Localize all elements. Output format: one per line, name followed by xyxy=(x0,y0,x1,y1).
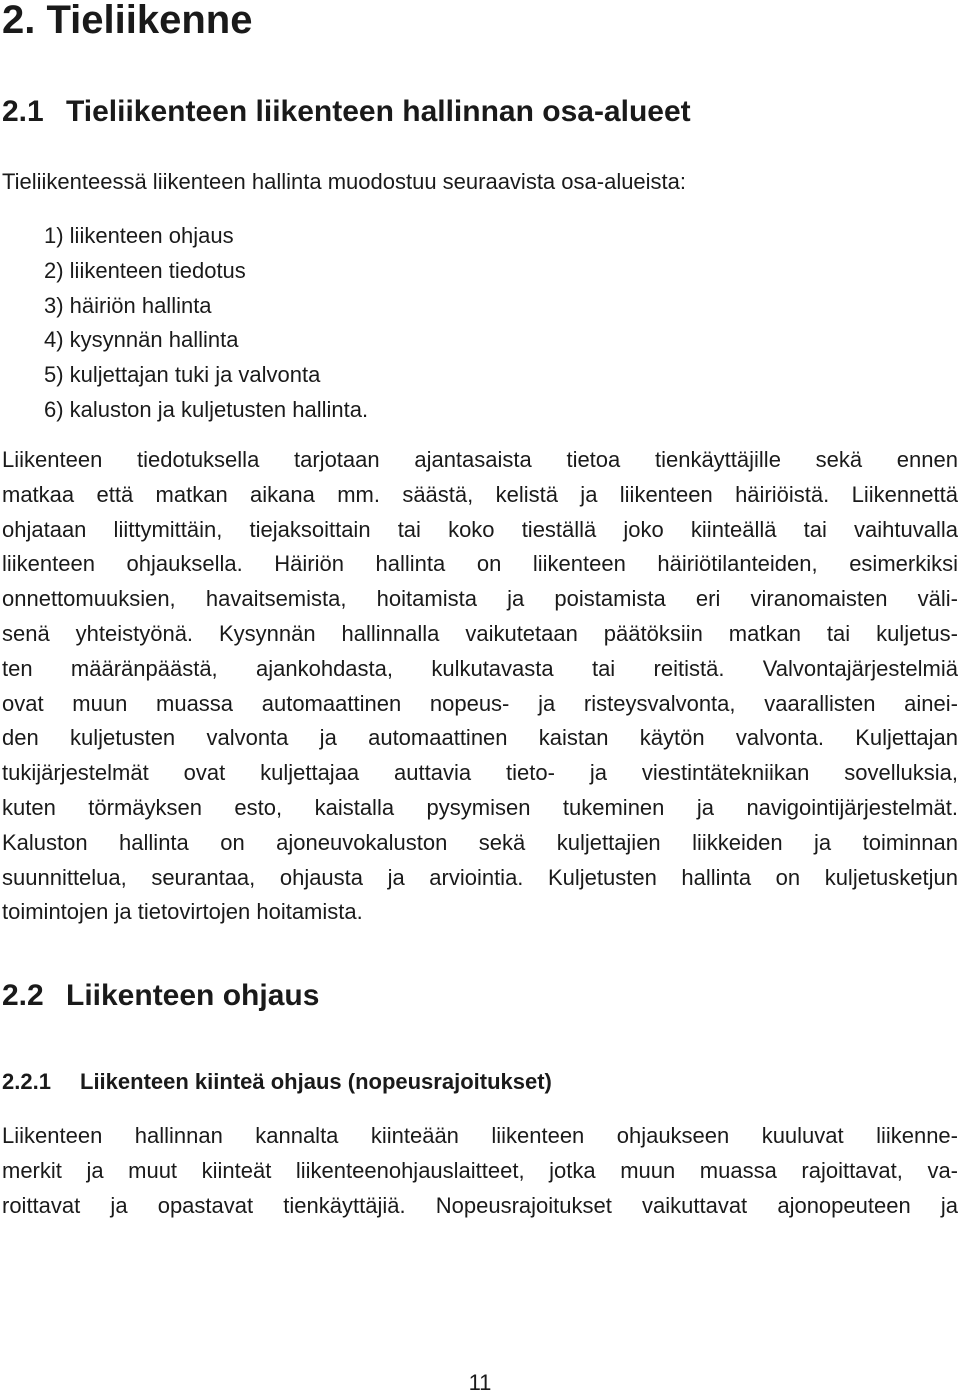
section-number: 2.1 xyxy=(2,95,44,128)
text-line: onnettomuuksien, havaitsemista, hoitamista ja poistamista eri viranomaisten väli- xyxy=(2,586,958,612)
page-number: 11 xyxy=(468,1370,492,1395)
text-line: tukijärjestelmät ovat kuljettajaa auttavia tieto- ja viestintätekniikan sovelluksia, xyxy=(2,760,958,786)
section-title: Liikenteen ohjaus xyxy=(66,979,320,1012)
text-line: senä yhteistyönä. Kysynnän hallinnalla vaikutetaan päätöksiin matkan tai kuljetus- xyxy=(2,620,958,646)
text-line: suunnittelua, seurantaa, ohjausta ja arviointia. Kuljetusten hallinta on kuljetusketjun xyxy=(2,864,958,890)
section-2-2-heading xyxy=(2,978,319,1014)
text-line: Liikenteen hallinnan kannalta kiinteään liikenteen ohjaukseen kuuluvat liikenne- xyxy=(2,1123,958,1148)
text-line: matkaa että matkan aikana mm. säästä, kelistä ja liikenteen häiriöistä. Liikennettä xyxy=(2,481,958,507)
text-line: den kuljetusten valvonta ja automaattinen kaistan käytön valvonta. Kuljettajan xyxy=(2,725,958,751)
list-item: 2) liikenteen tiedotus xyxy=(44,257,246,283)
text-line: ovat muun muassa automaattinen nopeus- ja risteysvalvonta, vaarallisten ainei- xyxy=(2,690,958,716)
section-title: Tieliikenteen liikenteen hallinnan osa-alueet xyxy=(66,95,691,128)
body-paragraph-2 xyxy=(2,1119,958,1223)
chapter-heading: 2. Tieliikenne xyxy=(2,0,253,42)
text-line: Kaluston hallinta on ajoneuvokaluston sekä kuljettajien liikkeiden ja toiminnan xyxy=(2,829,958,855)
section-title: Liikenteen kiinteä ohjaus (nopeusrajoitukset) xyxy=(80,1069,552,1094)
text-line: kuten törmäyksen esto, kaistalla pysymisen tukeminen ja navigointijärjestelmät. xyxy=(2,794,958,820)
text-line: merkit ja muut kiinteät liikenteenohjauslaitteet, jotka muun muassa rajoittavat, va- xyxy=(2,1157,958,1183)
section-number: 2.2.1 xyxy=(2,1069,51,1094)
list-item: 1) liikenteen ohjaus xyxy=(44,223,234,248)
list-item: 5) kuljettajan tuki ja valvonta xyxy=(44,362,321,388)
text-line: ohjataan liittymittäin, tiejaksoittain tai koko tieställä joko kiinteällä tai vaihtuvalla xyxy=(2,516,958,542)
body-paragraph-1 xyxy=(2,443,958,930)
list-item: 6) kaluston ja kuljetusten hallinta. xyxy=(44,396,369,422)
section-2-2-1-heading xyxy=(2,1068,552,1096)
text-line: roittavat ja opastavat tienkäyttäjiä. Nopeusrajoitukset vaikuttavat ajonopeuteen ja xyxy=(2,1192,958,1218)
text-line: ten määränpäästä, ajankohdasta, kulkutavasta tai reitistä. Valvontajärjestelmiä xyxy=(2,655,958,681)
list-item: 3) häiriön hallinta xyxy=(44,292,212,318)
section-number: 2.2 xyxy=(2,979,44,1012)
section-2-1-heading xyxy=(2,94,691,130)
text-line: toimintojen ja tietovirtojen hoitamista. xyxy=(2,899,363,925)
intro-text: Tieliikenteessä liikenteen hallinta muodostuu seuraavista osa-alueista: xyxy=(2,169,687,194)
text-line: liikenteen ohjauksella. Häiriön hallinta on liikenteen häiriötilanteiden, esimerkiksi xyxy=(2,551,958,577)
text-line: Liikenteen tiedotuksella tarjotaan ajantasaista tietoa tienkäyttäjille sekä ennen xyxy=(2,447,958,472)
list-item: 4) kysynnän hallinta xyxy=(44,327,239,353)
subarea-list xyxy=(44,219,368,428)
